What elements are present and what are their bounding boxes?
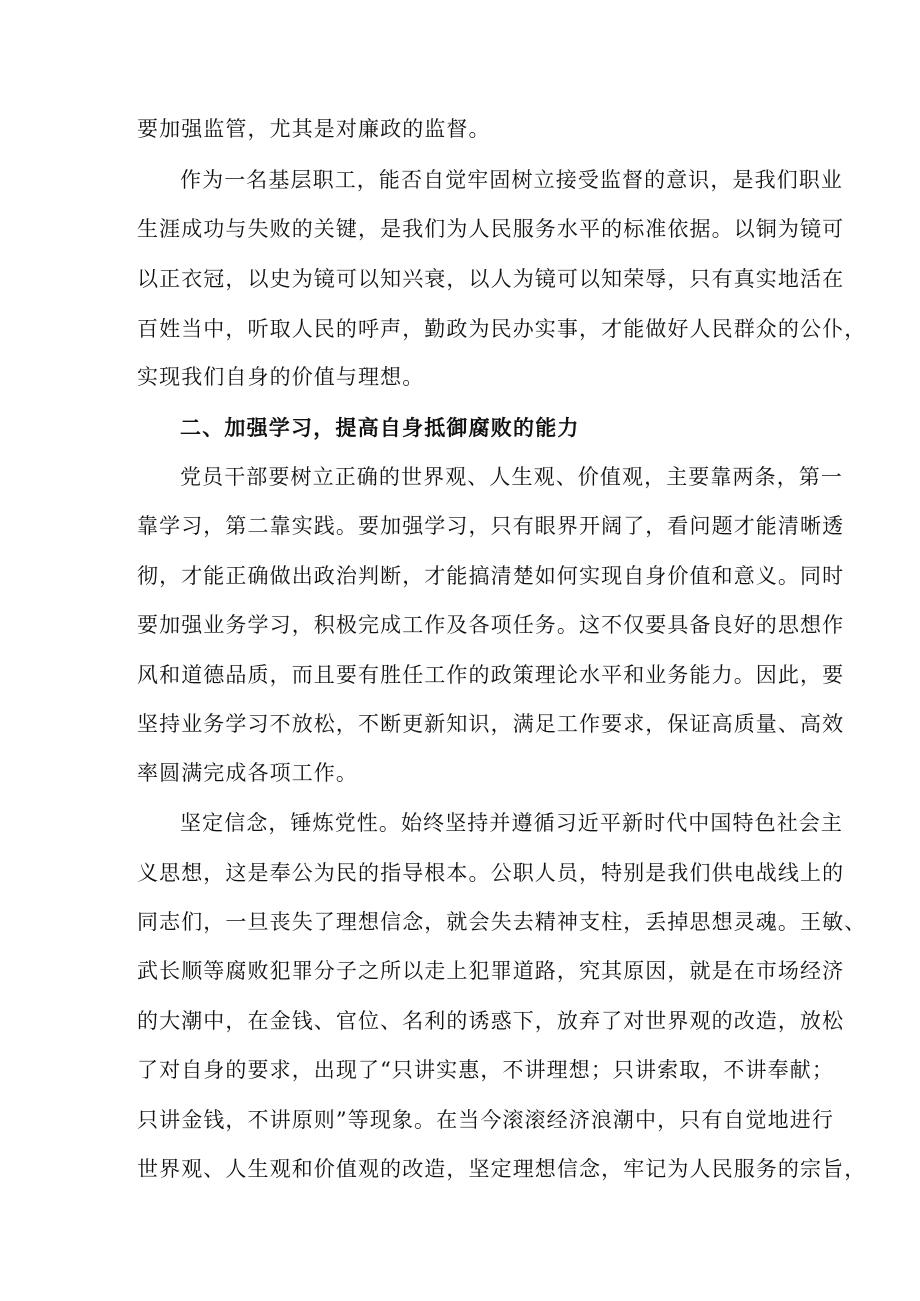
paragraph-line: 只讲金钱，不讲原则”等现象。在当今滚滚经济浪潮中，只有自觉地进行 <box>137 1108 834 1132</box>
paragraph-line: 实现我们自身的价值与理想。 <box>137 365 425 389</box>
paragraph-line: 同志们，一旦丧失了理想信念，就会失去精神支柱，丢掉思想灵魂。王敏、 <box>137 910 867 934</box>
paragraph-line: 百姓当中，听取人民的呼声，勤政为民办实事，才能做好人民群众的公仆， <box>137 317 867 341</box>
paragraph-line: 要加强业务学习，积极完成工作及各项任务。这不仅要具备良好的思想作 <box>137 613 845 637</box>
paragraph-line: 以正衣冠，以史为镜可以知兴衰，以人为镜可以知荣辱，只有真实地活在 <box>137 267 845 291</box>
section-heading: 二、加强学习，提高自身抵御腐败的能力 <box>180 416 580 440</box>
paragraph-line: 坚定信念，锤炼党性。始终坚持并遵循习近平新时代中国特色社会主 <box>180 811 843 835</box>
paragraph-line: 了对自身的要求，出现了“只讲实惠，不讲理想；只讲索取，不讲奉献； <box>137 1058 834 1082</box>
paragraph-line: 坚持业务学习不放松，不断更新知识，满足工作要求，保证高质量、高效 <box>137 712 845 736</box>
paragraph-line: 义思想，这是奉公为民的指导根本。公职人员，特别是我们供电战线上的 <box>137 861 845 885</box>
paragraph-line: 的大潮中，在金钱、官位、名利的诱惑下，放弃了对世界观的改造，放松 <box>137 1009 845 1033</box>
paragraph-line: 生涯成功与失败的关键，是我们为人民服务水平的标准依据。以铜为镜可 <box>137 217 845 241</box>
paragraph-line: 风和道德品质，而且要有胜任工作的政策理论水平和业务能力。因此，要 <box>137 663 845 687</box>
paragraph-line: 靠学习，第二靠实践。要加强学习，只有眼界开阔了，看问题才能清晰透 <box>137 514 845 538</box>
paragraph-line: 彻，才能正确做出政治判断，才能搞清楚如何实现自身价值和意义。同时 <box>137 564 845 588</box>
paragraph-line: 党员干部要树立正确的世界观、人生观、价值观，主要靠两条，第一 <box>180 465 843 489</box>
paragraph-line: 武长顺等腐败犯罪分子之所以走上犯罪道路，究其原因，就是在市场经济 <box>137 959 845 983</box>
paragraph-line: 世界观、人生观和价值观的改造，坚定理想信念，牢记为人民服务的宗旨， <box>137 1157 867 1181</box>
paragraph-line: 要加强监管，尤其是对廉政的监督。 <box>137 117 491 141</box>
paragraph-line: 作为一名基层职工，能否自觉牢固树立接受监督的意识，是我们职业 <box>180 168 843 192</box>
paragraph-line: 率圆满完成各项工作。 <box>137 761 358 785</box>
